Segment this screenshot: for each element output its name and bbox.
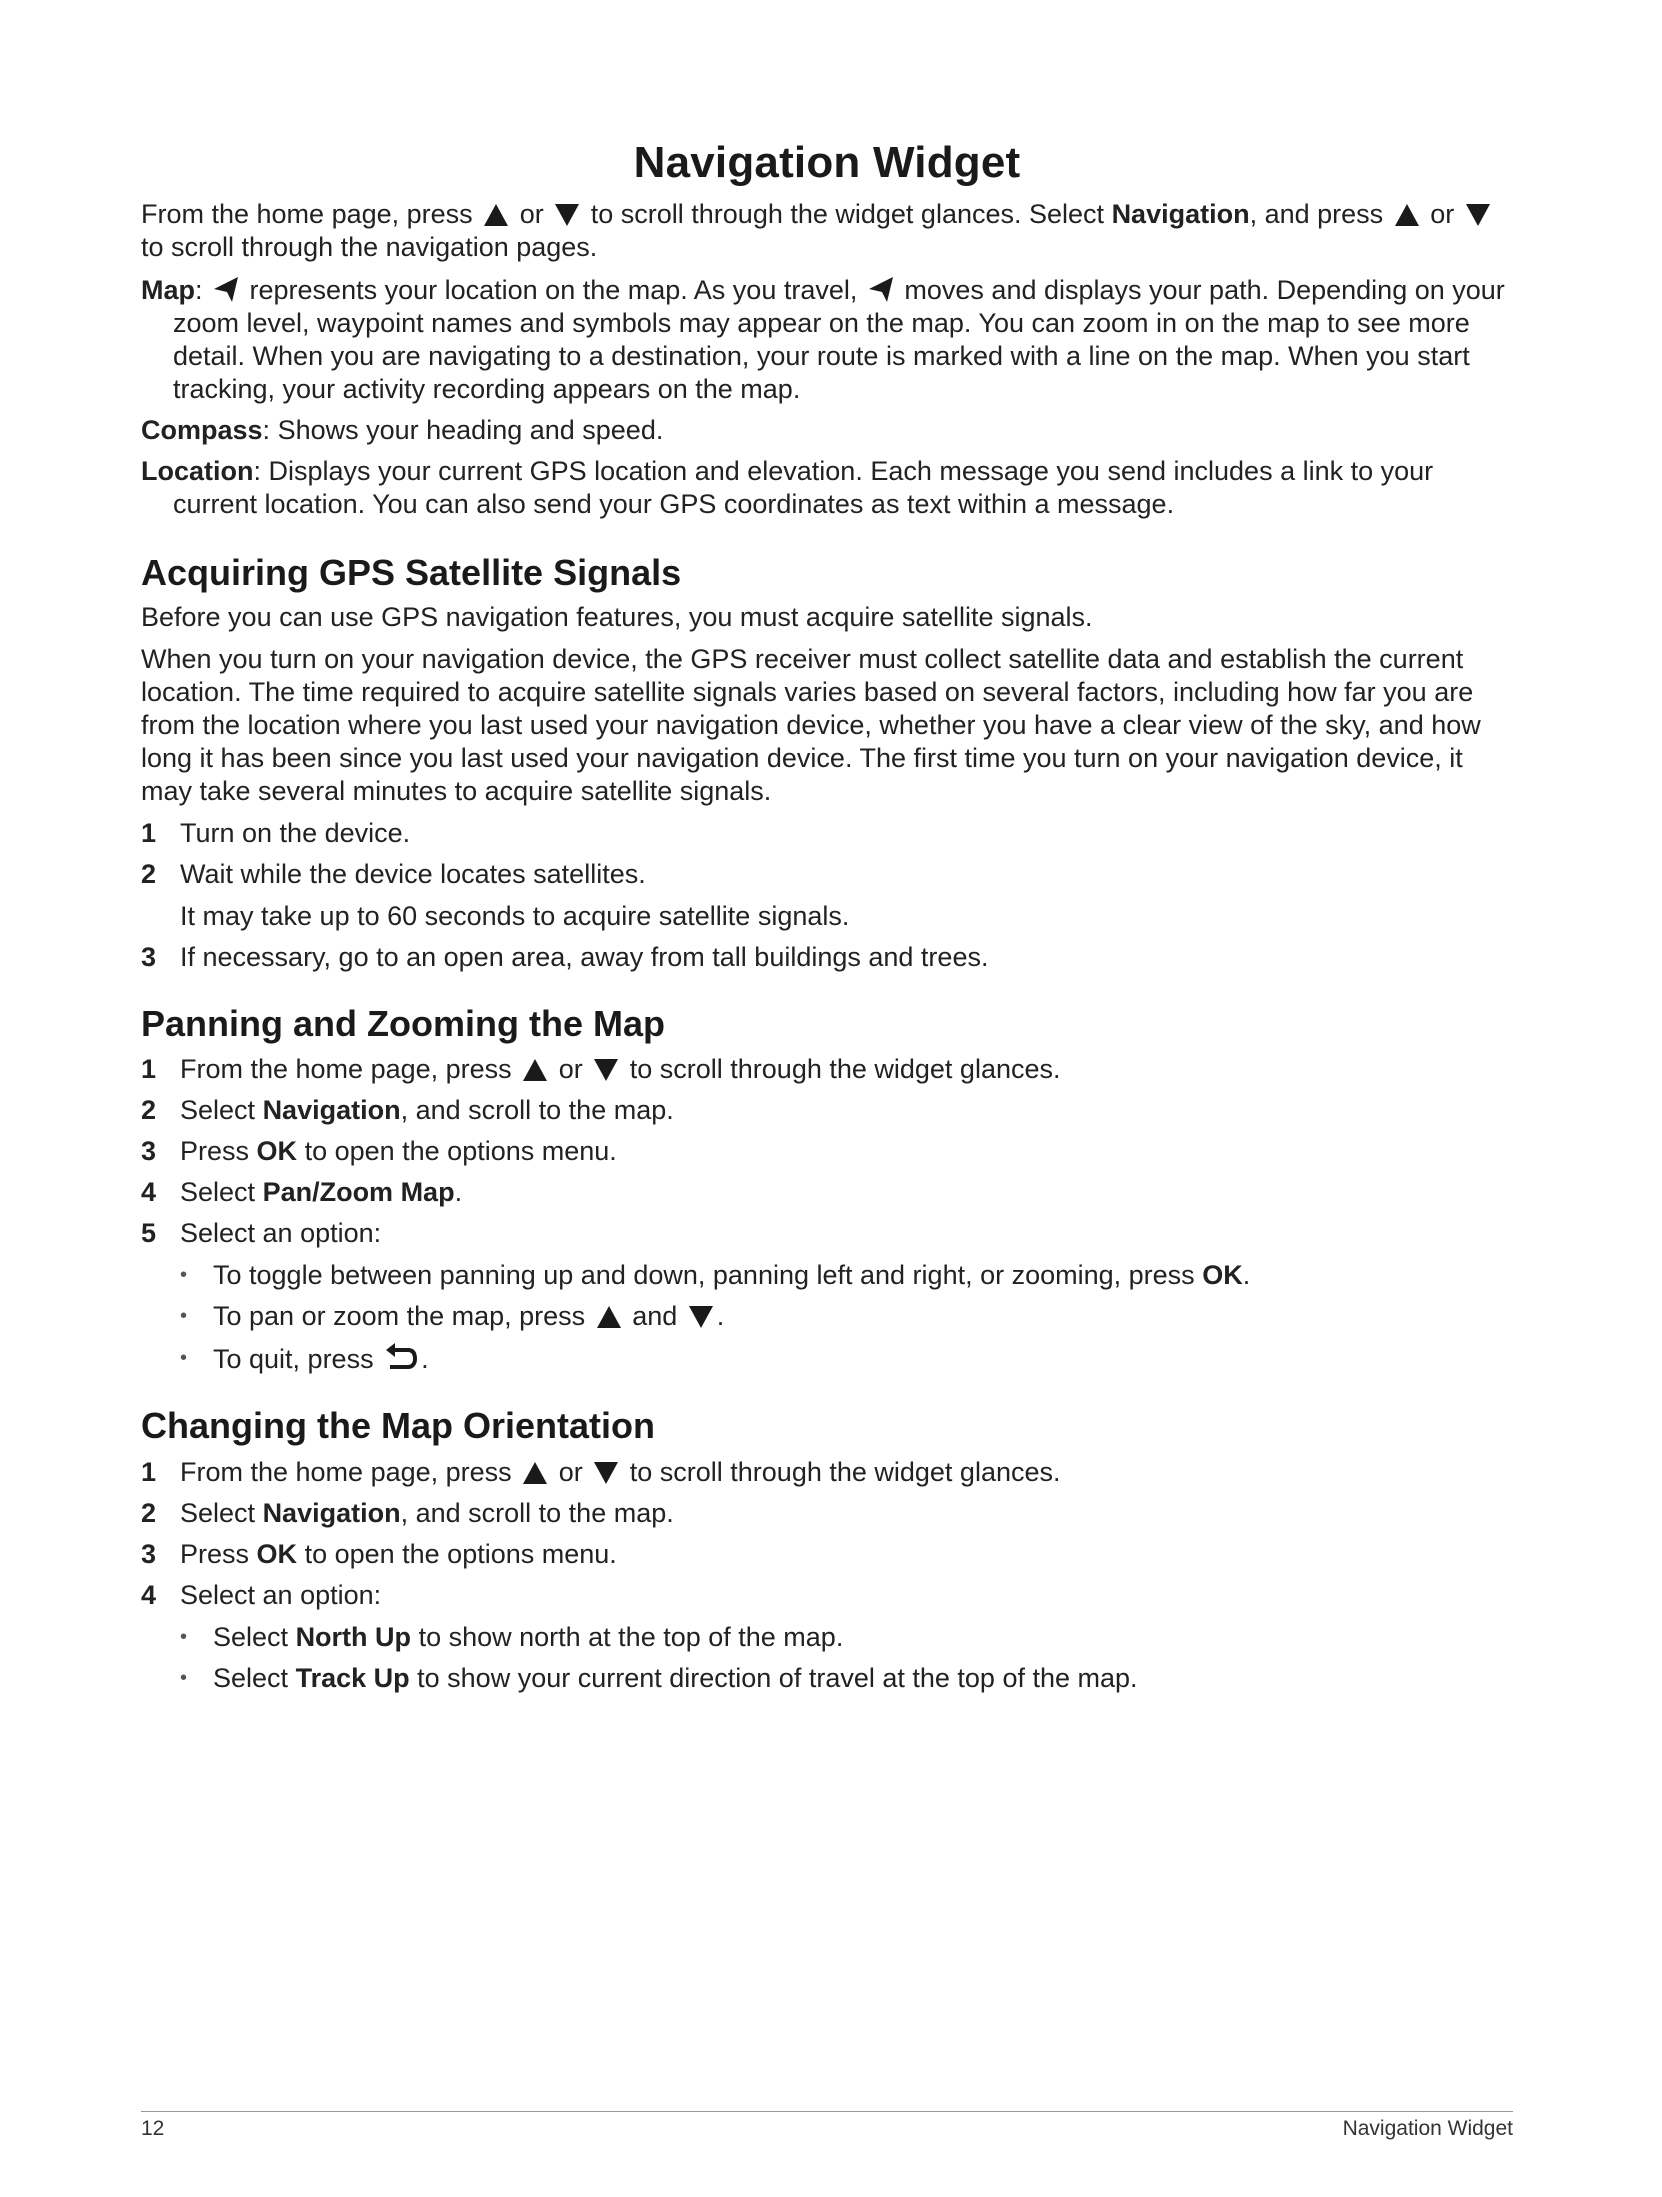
bullet-text-bold: North Up [295,1622,412,1652]
bullet-text-and: and [632,1301,678,1331]
section1-paragraph-1 [141,601,1513,634]
footer-page-number: 12 [141,2117,165,2140]
intro-text-4: to scroll through the navigation pages. [141,232,598,262]
step-text: Select an option: [180,1580,382,1610]
step-number: 4 [141,1580,157,1610]
step-number: 5 [141,1218,157,1248]
step-text-pre: Select [180,1177,256,1207]
step-text-bold: Navigation [262,1095,401,1125]
step-text-bold: Navigation [262,1498,401,1528]
step-text: Wait while the device locates satellites. [180,859,646,889]
section1-para2-text: When you turn on your navigation device, the GPS receiver must collect satellite data and establish the current location. The time required to acquire satellite signals varies based on several factors, including how far you are from the location where you last used your navigation device, whether you have a clear view of the sky, and how long it has been since you last used your navigation device. The first time you turn on your navigation device, it may take several minutes to acquire satellite signals. [141,644,1481,806]
bullet-text-bold: Track Up [295,1663,410,1693]
bullet-text-pre: To quit, press [213,1344,374,1374]
step-number: 1 [141,1054,157,1084]
intro-or-2: or [1430,199,1455,229]
step-note-text: It may take up to 60 seconds to acquire satellite signals. [180,901,850,931]
step-text-or: or [558,1457,583,1487]
step-number: 3 [141,1539,157,1569]
definition-location: Location: Displays your current GPS location and elevation. Each message you send includes a link to your current location. You can also send your GPS coordinates as text within a message. [141,456,1434,519]
step-text-pre: From the home page, press [180,1457,512,1487]
intro-or-1: or [519,199,544,229]
step-number: 2 [141,1095,157,1125]
bullet-text-pre: Select [213,1663,289,1693]
definition-compass: Compass: Shows your heading and speed. [141,415,664,445]
up-arrow-icon [1394,203,1420,227]
section1-paragraph-2 [141,643,1513,808]
step-text-pre: From the home page, press [180,1054,512,1084]
bullet-text-post: to show your current direction of travel at the top of the map. [417,1663,1138,1693]
definition-term-map: Map [141,275,195,305]
step-number: 1 [141,818,157,848]
bullet-text-post: . [421,1344,429,1374]
section-heading-panning-zooming: Panning and Zooming the Map [141,1003,665,1044]
footer-divider [141,2111,1513,2112]
footer-section-name: Navigation Widget [1342,2117,1513,2140]
bullet-text-post: to show north at the top of the map. [418,1622,844,1652]
step-text: Select an option: [180,1218,382,1248]
bullet-dot: • [180,1347,188,1369]
step-text-post: . [454,1177,463,1207]
intro-text-2: to scroll through the widget glances. Select [590,199,1105,229]
down-arrow-icon [1465,203,1491,227]
up-arrow-icon [596,1305,622,1329]
intro-paragraph [141,198,1513,264]
step-text-post: to open the options menu. [304,1136,617,1166]
step-text-post: , and scroll to the map. [400,1095,674,1125]
step-text-post: to open the options menu. [304,1539,617,1569]
section1-para1-text: Before you can use GPS navigation features, you must acquire satellite signals. [141,602,1093,632]
step-text-or: or [558,1054,583,1084]
bullet-text-bold: OK [1202,1260,1243,1290]
definition-text-location: Displays your current GPS location and elevation. Each message you send includes a link to your current location. You can also send your GPS coordinates as text within a message. [173,456,1434,519]
intro-text-1: From the home page, press [141,199,473,229]
definition-text-compass: Shows your heading and speed. [277,415,664,445]
step-text-post: to scroll through the widget glances. [629,1457,1061,1487]
down-arrow-icon [593,1461,619,1485]
step-number: 2 [141,859,157,889]
bullet-text-post: . [716,1301,725,1331]
step-number: 3 [141,942,157,972]
bullet-text-pre: To toggle between panning up and down, panning left and right, or zooming, press [213,1260,1195,1290]
step-text-bold: OK [256,1136,298,1166]
bullet-dot: • [180,1626,188,1648]
definition-text-map-2: moves and displays your path. Depending on your zoom level, waypoint names and symbols may appear on the map. You can zoom in on the map to see more detail. When you are navigating to a destination, your route is marked with a line on the map. When you start tracking, your activity recording appears on the map. [173,275,1505,404]
section-heading-map-orientation: Changing the Map Orientation [141,1405,655,1446]
intro-text-3: , and press [1249,199,1384,229]
step-number: 3 [141,1136,157,1166]
step-number: 2 [141,1498,157,1528]
bullet-text-pre: To pan or zoom the map, press [213,1301,586,1331]
step-text-bold: Pan/Zoom Map [262,1177,455,1207]
page-title: Navigation Widget [633,138,1021,187]
section-heading-acquiring-gps: Acquiring GPS Satellite Signals [141,552,682,593]
step-text: If necessary, go to an open area, away from tall buildings and trees. [180,942,989,972]
step-number: 1 [141,1457,157,1487]
down-arrow-icon [554,203,580,227]
intro-bold-navigation: Navigation [1111,199,1250,229]
location-arrow-icon [213,275,239,303]
definition-term-location: Location [141,456,254,486]
step-number: 4 [141,1177,157,1207]
bullet-dot: • [180,1305,188,1327]
back-icon [384,1342,418,1372]
step-text: Turn on the device. [180,818,411,848]
up-arrow-icon [522,1058,548,1082]
step-text-pre: Select [180,1498,256,1528]
step-text-bold: OK [256,1539,298,1569]
step-text-pre: Select [180,1095,256,1125]
bullet-text-post: . [1242,1260,1251,1290]
bullet-text-pre: Select [213,1622,289,1652]
definition-term-compass: Compass [141,415,263,445]
step-text-pre: Press [180,1136,250,1166]
step-text-pre: Press [180,1539,250,1569]
down-arrow-icon [688,1305,714,1329]
definition-map: Map: represents your location on the map. As you travel, moves and displays your path. Depending on your zoom level, waypoint names and symbols may appear on the map. You can zoom in on the map to see more detail. When you are navigating to a destination, your route is marked with a line on the map. When you start tracking, your activity recording appears on the map. [141,275,1505,404]
step-text-post: to scroll through the widget glances. [629,1054,1061,1084]
definition-text-map-1: represents your location on the map. As you travel, [249,275,858,305]
down-arrow-icon [593,1058,619,1082]
step-text-post: , and scroll to the map. [400,1498,674,1528]
up-arrow-icon [483,203,509,227]
up-arrow-icon [522,1461,548,1485]
location-arrow-icon [868,275,894,303]
bullet-dot: • [180,1667,188,1689]
bullet-dot: • [180,1264,188,1286]
